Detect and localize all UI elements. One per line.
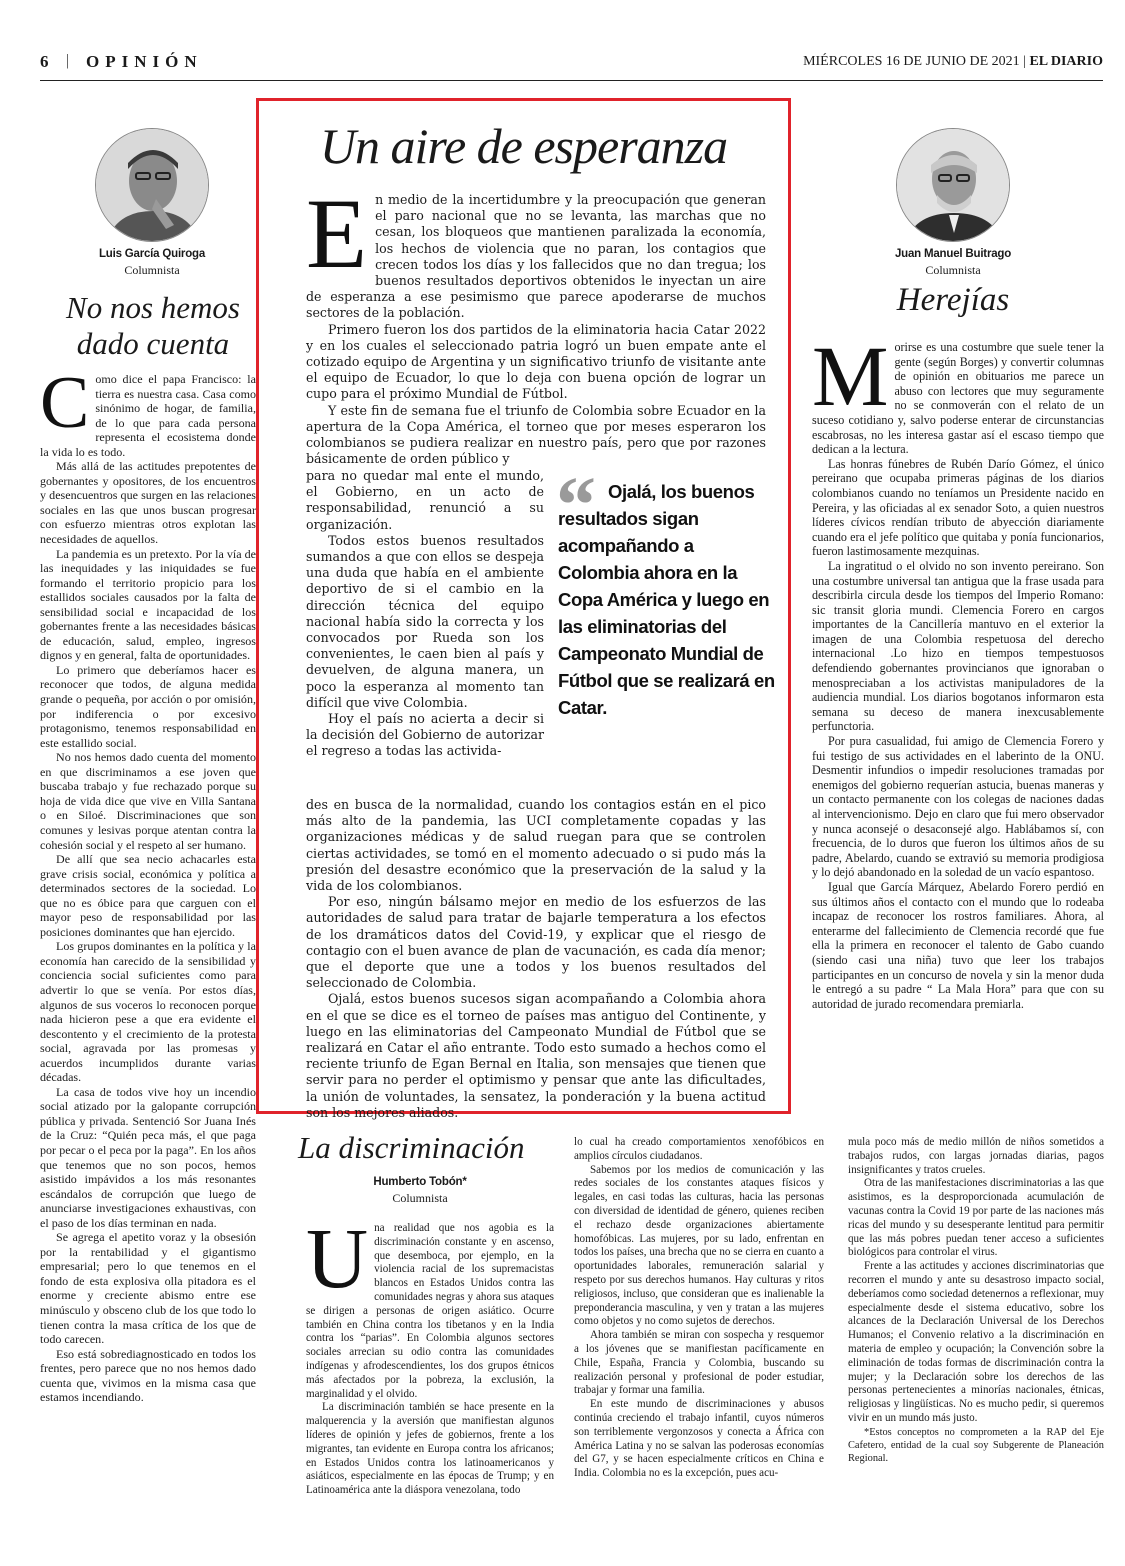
feature-paragraph: Todos estos buenos resultados sumandos a que con ellos se despeja una duda que había en el ambiente deportivo de si el cambio en la dirección técnica del equipo nacional había sido la correcta y los convocados por Rueda son los convenientes, le caen bien al país y devuelven, de alguna manera, un poco la esperanza al momento tan difícil que vive Colombia.	[306, 532, 544, 710]
feature-paragraph: Primero fueron los dos partidos de la eliminatoria hacia Catar 2022 y en los cuales el seleccionado patria logró un buen empate ante el cotizado equipo de Argentina y un significativo triunfo de visitante ante el equipo de Ecuador, lo que lo deja con buena opción de lograr un cupo para el próximo Mundial de Fútbol.	[306, 321, 766, 402]
right-paragraph: orirse es una costumbre que suele tener la gente (según Borges) y convertir columnas de opinión en obituarios me parece un abuso con lectores que muy seguramente no se conmoverán con el relato de un suceso cotidiano y, salvo poderse enterar de circunstancias escabrosas, no les interesa gastar así el escaso tiempo que dedican a la lectura.	[812, 340, 1104, 457]
feature-paragraph: n medio de la incertidumbre y la preocupación que generan el paro nacional que no se levanta, las marchas que no cesan, los bloqueos que mantienen paralizada la economía, los hechos de violencia que no paran, los contagios que crecen todos los días y los fallecidos que no dan tregua; los buenos resultados deportivos obtenidos le inyectan un aire de esperanza a ese pesimismo que parece apoderarse de muchos sectores de la población.	[306, 192, 766, 321]
left-paragraph: La casa de todos vive hoy un incendio social atizado por la galopante corrupción pública y privada. Sentenció Sor Juana Inés de la Cruz: “Quién peca más, el que paga por pecar o el peca por la paga”. En los años que tenemos que no son pocos, hemos asistido impávidos a los más resonantes escándalos de corrupción que luego de anunciarse investigaciones exhaustivas, con el paso de los días terminan en nada.	[40, 1084, 256, 1230]
bottom-paragraph: mula poco más de medio millón de niños sometidos a trabajos rudos, con largas jornadas diarias, pagos insignificantes y tratos crueles.	[848, 1136, 1104, 1176]
left-headline-line2: dado cuenta	[76, 326, 230, 361]
bottom-paragraph: En este mundo de discriminaciones y abusos continúa creciendo el trabajo infantil, cuyos números son terriblemente vergonzosos y conecta a África con América Latina y no se salvan las poderosas economías del G7, y se hacen especialmente críticos en China e India. Colombia no es la excepción, pues acu-	[574, 1398, 824, 1480]
feature-paragraph: Y este fin de semana fue el triunfo de Colombia sobre Ecuador en la apertura de la Copa América, el torneo que por meses esperaron los colombianos se pudiera realizar en nuestro país, pero que por razones básicamente de orden público y	[306, 402, 766, 467]
author-photo-left	[95, 128, 209, 242]
right-paragraph: Por pura casualidad, fui amigo de Clemencia Forero y fui testigo de sus actividades en el laberinto de la ONU. Desmentir infundios o impedir resoluciones tramadas por enemigos del gobierno requerían astucia, buenas maneras y un contacto permanente con los colegas de naciones dadas al intervencionismo. Dejo en claro que fui mero observador y nunca aconsejé o desaconsejé algo. Hablábamos sí, con frecuencia, de lo duros que fueron los últimos años de su padre, Abelardo, cuando se extravió su memoria prodigiosa y lo dejó abandonado en la soledad de un vacío espantoso.	[812, 734, 1104, 880]
left-paragraph: Se agrega el apetito voraz y la obsesión por la rentabilidad y el gigantismo empresarial; pero lo que tenemos en el fondo de esta explosiva olla pitadora es el enorme y creciente abismo entre ese minúsculo y obsceno club de los que todo lo tienen contra la masa crítica de los que de todo carecen.	[40, 1230, 256, 1347]
page-number: 6	[40, 52, 49, 71]
feature-intro	[306, 178, 766, 467]
bottom-paragraph: na realidad que nos agobia es la discriminación constante y en ascenso, que desemboca, por ejemplo, en la violencia racial de los supremacistas blancos en Estados Unidos contra las comunidades negras y ahora sus ataques se dirigen a personas de origen asiático. Ocurre también en China contra los tibetanos y en la India contra los “parias”. En Colombia algunos sectores sociales arrecian su odio contra las comunidades indígenas y afrodescendientes, los dos grupos étnicos más afectados por la pobreza, la exclusión, la marginalidad y el olvido.	[306, 1222, 554, 1400]
left-paragraph: Los grupos dominantes en la política y la economía han carecido de la sensibilidad y conciencia social suficientes como para advertir lo que se venía. Por estos días, algunos de sus voceros lo reconocen porque nada hicieron pese a que era evidente el descontento y el crecimiento de la protesta social, agravada por las promesas y acuerdos incumplidos durante varias décadas.	[40, 939, 256, 1085]
author-portrait-right-icon	[897, 129, 1010, 242]
author-role-bottom: Columnista	[392, 1191, 448, 1205]
bottom-paragraph: Otra de las manifestaciones discriminatorias a las que asistimos, es la desproporcionada acumulación de vacunas contra la Covid 19 por parte de las naciones más ricas del mundo y su desesperante lentitud para permitir que las más pobres puedan tener acceso a suficientes biológicos para controlar el virus.	[848, 1177, 1104, 1259]
left-paragraph: No nos hemos dado cuenta del momento en que discriminamos a ese joven que buscaba trabajo y fue rechazado porque su hoja de vida dice que vive en Villa Santana o en Siloé. Discriminaciones que son comunes y lesivas porque atentan contra la cohesión social y el respeto al ser humano.	[40, 750, 256, 852]
bottom-paragraph: La discriminación también se hace presente en la malquerencia y la aversión que manifiestan algunos líderes de opinión y jefes de gobiernos, frente a los migrantes, tan evidente en Europa contra los africanos; en Estados Unidos contra los latinoamericanos y asiáticos, especialmente en las épocas de Trump; y en Latinoamérica ante la diáspora venezolana, todo	[306, 1401, 554, 1497]
left-paragraph: Lo primero que deberíamos hacer es reconocer que todos, de alguna medida grande o pequeña, por acción o por omisión, por indiferencia o por excesivo protagonismo, tenemos responsabilidad en este estallido social.	[40, 662, 256, 750]
bottom-column-2	[574, 1136, 824, 1481]
right-headline: Herejías	[896, 282, 1010, 318]
bottom-column-1	[306, 1210, 554, 1498]
author-portrait-left-icon	[96, 129, 209, 242]
feature-dropcap: E	[306, 178, 368, 289]
left-paragraph: omo dice el papa Francisco: la tierra es nuestra casa. Casa como sinónimo de hogar, de familia, de lo que para cada persona representa el ecosistema donde la vida lo es todo.	[40, 372, 256, 459]
author-name-right: Juan Manuel Buitrago	[894, 248, 1012, 260]
left-paragraph: Eso está sobrediagnosticado en todos los frentes, pero parece que no nos hemos dado cuenta que, vivimos en la misma casa que estamos incendiando.	[40, 1346, 256, 1405]
bottom-paragraph: Frente a las actitudes y acciones discriminatorias que recorren el mundo y ante su desastroso impacto social, deberíamos como sociedad detenernos a reflexionar, muy especialmente desde el sistema educativo, sobre los alcances de la Declaración Universal de los Derechos Humanos; el Convenio relativo a la discriminación en materia de empleo y ocupación; la Convención sobre la eliminación de todas formas de discriminación contra la mujer; y la Declaración sobre los derechos de las personas pertenecientes a minorías nacionales, étnicas, religiosas y lingüísticas. No es mucho pedir, si queremos vivir en un mundo más justo.	[848, 1260, 1104, 1424]
bottom-column-3	[848, 1136, 1104, 1465]
left-article-body	[40, 362, 256, 1405]
bottom-dropcap: U	[306, 1210, 369, 1306]
header-separator: |	[66, 52, 70, 69]
right-paragraph: La ingratitud o el olvido no son invento pereirano. Son una costumbre universal tan antigua que la frase usada para describirla circula desde los tiempos del Imperio Romano: sic transit gloria mundi. Clemencia Forero en cargos importantes de la Cancillería mantuvo en el exterior la imagen de una Colombia respetuosa del derecho internacional .Lo hizo en tiempos tempestuosos defendiendo gobernantes provincianos que ignoraban o menospreciaban a los activistas manipuladores de la audiencia mundial. Los diarios bogotanos informaron esta semana su deceso de manera inexcusablemente perfunctoria.	[812, 558, 1104, 734]
author-name-left: Luis García Quiroga	[98, 248, 206, 260]
feature-paragraph: des en busca de la normalidad, cuando los contagios están en el pico más alto de la pandemia, las UCI completamente copadas y las organizaciones médicas y de salud ruegan para que se controlen ciertas actividades, se tomó en el momento adecuado o si pudo más la presión del desastre económico que la preservación de la salud y la vida de los colombianos.	[306, 797, 766, 894]
author-name-bottom: Humberto Tobón*	[373, 1176, 467, 1188]
right-paragraph: Las honras fúnebres de Rubén Darío Gómez, el único pereirano que ocupaba primeras páginas de los diarios colombianos cuando no teníamos un Presidente nacido en Pereira, y las oficiadas al ex senador Soto, a quien nuestros líderes cívicos rendían tributo de abyección diariamente cuando era el jefe político que quitaba y ponía funcionarios, fueron lastimosamente mezquinas.	[812, 456, 1104, 559]
left-dropcap: C	[40, 362, 90, 444]
author-photo-right	[896, 128, 1010, 242]
footnote: *Estos conceptos no comprometen a la RAP del Eje Cafetero, entidad de la cual soy Subgerente de Planeación Regional.	[848, 1426, 1104, 1464]
quote-mark-icon: “	[556, 462, 596, 550]
pull-quote	[558, 478, 778, 721]
feature-narrow-column	[306, 468, 544, 760]
date-text: MIÉRCOLES 16 DE JUNIO DE 2021 |	[803, 54, 1026, 69]
bottom-paragraph: Ahora también se miran con sospecha y resquemor a los jóvenes que se manifiestan pacíficamente en Chile, España, Francia y Colombia, buscando su realización personal y profesional de poder estudiar, trabajar y formar una familia.	[574, 1329, 824, 1397]
right-paragraph: Igual que García Márquez, Abelardo Forero perdió en sus últimos años el contacto con el mundo que lo rodeaba incapaz de reconocer los rostros familiares. Ahora, al enterarme del fallecimiento de Clemencia recordé que fue ella la primera en reconocer el talento de Gabo cuando (siendo casi una niña) tuvo que leer los trabajos participantes en un concurso de novela y sin la menor duda le entregó a su padre “ La Mala Hora” para que con su autoridad de jurado recomendara premiarla.	[812, 879, 1104, 1011]
feature-paragraph: Por eso, ningún bálsamo mejor en medio de los esfuerzos de las autoridades de salud para tratar de bajarle temperatura a los efectos de los dramáticos datos del Covid-19, y explicar que el riesgo de contagio con el buen avance de plan de vacunación, es cada día menor; que el deporte que une a todos y los buenos resultados del seleccionado de Colombia.	[306, 894, 766, 991]
left-paragraph: La pandemia es un pretexto. Por la vía de las inequidades y las iniquidades se fue formando el territorio propicio para los estallidos sociales causados por la falta de sensibilidad social e incapacidad de los gobernantes frente a las necesidades básicas de educación, salud, empleo, ingresos dignos y en general, falta de oportunidades.	[40, 546, 256, 663]
left-headline-line1: No nos hemos	[66, 290, 240, 325]
feature-paragraph: Ojalá, estos buenos sucesos sigan acompañando a Colombia ahora en el que se dice es el torneo de países mas antiguo del Continente, y luego en las eliminatorias del Campeonato Mundial de Fútbol que se realizará en Catar el año entrante. Todo esto sumado a hechos como el reciente triunfo de Egan Bernal en Italia, son mensajes que tienen que servir para no perder el optimismo y pensar que ante las dificultades, la unión de voluntades, la sensatez, la ponderación y la buena actitud son los mejores aliados.	[306, 991, 766, 1120]
left-headline	[40, 290, 266, 362]
author-role-left: Columnista	[124, 263, 180, 277]
left-paragraph: Más allá de las actitudes prepotentes de gobernantes y opositores, de los encuentros y desencuentros que surgen en las relaciones sociales en las que unos buscan progresar con esfuerzo mientras otros explotan las necesidades de aquellos.	[40, 459, 256, 547]
feature-headline: Un aire de esperanza	[319, 118, 728, 174]
author-role-right: Columnista	[925, 263, 981, 277]
left-paragraph: De allí que sea necio achacarles esta grave crisis social, económica y política a determinados sectores de la sociedad. Lo que no es óbice para que carguen con el mayor peso de responsabilidad por las posiciones dominantes que han ejercido.	[40, 852, 256, 939]
issue-date	[803, 54, 1103, 70]
right-article-body	[812, 328, 1104, 1011]
feature-lower-text	[306, 797, 766, 1121]
feature-paragraph: para no quedar mal ente el mundo, el Gobierno, en un acto de responsabilidad, renunció a su organización.	[306, 468, 544, 532]
right-dropcap: M	[812, 328, 889, 424]
newspaper-name: EL DIARIO	[1029, 54, 1103, 69]
feature-paragraph: Hoy el país no acierta a decir si la decisión del Gobierno de autorizar el regreso a todas las activida-	[306, 711, 544, 759]
bottom-paragraph: Sabemos por los medios de comunicación y las redes sociales de los constantes ataques físicos y legales, en casi todas las culturas, hacia las personas con diversidad de identidad de género, quienes reciben el rechazo desde organizaciones abiertamente homofóbicas. Las mujeres, por su lado, enfrentan en todos los países, una brecha que no se cierra en cuanto a oportunidades laborales, remuneración salarial y respeto por sus derechos humanos. Hay culturas y ritos religiosos, incluso, que consideran que es inalienable la preponderancia masculina, y ven y tratan a las mujeres como objetos y no como sujetos de derechos.	[574, 1163, 824, 1328]
bottom-paragraph: lo cual ha creado comportamientos xenofóbicos en amplios círculos ciudadanos.	[574, 1136, 824, 1162]
header-rule	[40, 80, 1103, 81]
section-title: OPINIÓN	[86, 52, 203, 71]
pull-quote-text: Ojalá, los buenos resultados sigan acompañando a Colombia ahora en la Copa América y luego en las eliminatorias del Campeonato Mundial de Fútbol que se realizará en Catar.	[558, 481, 775, 718]
bottom-headline: La discriminación	[298, 1130, 525, 1165]
